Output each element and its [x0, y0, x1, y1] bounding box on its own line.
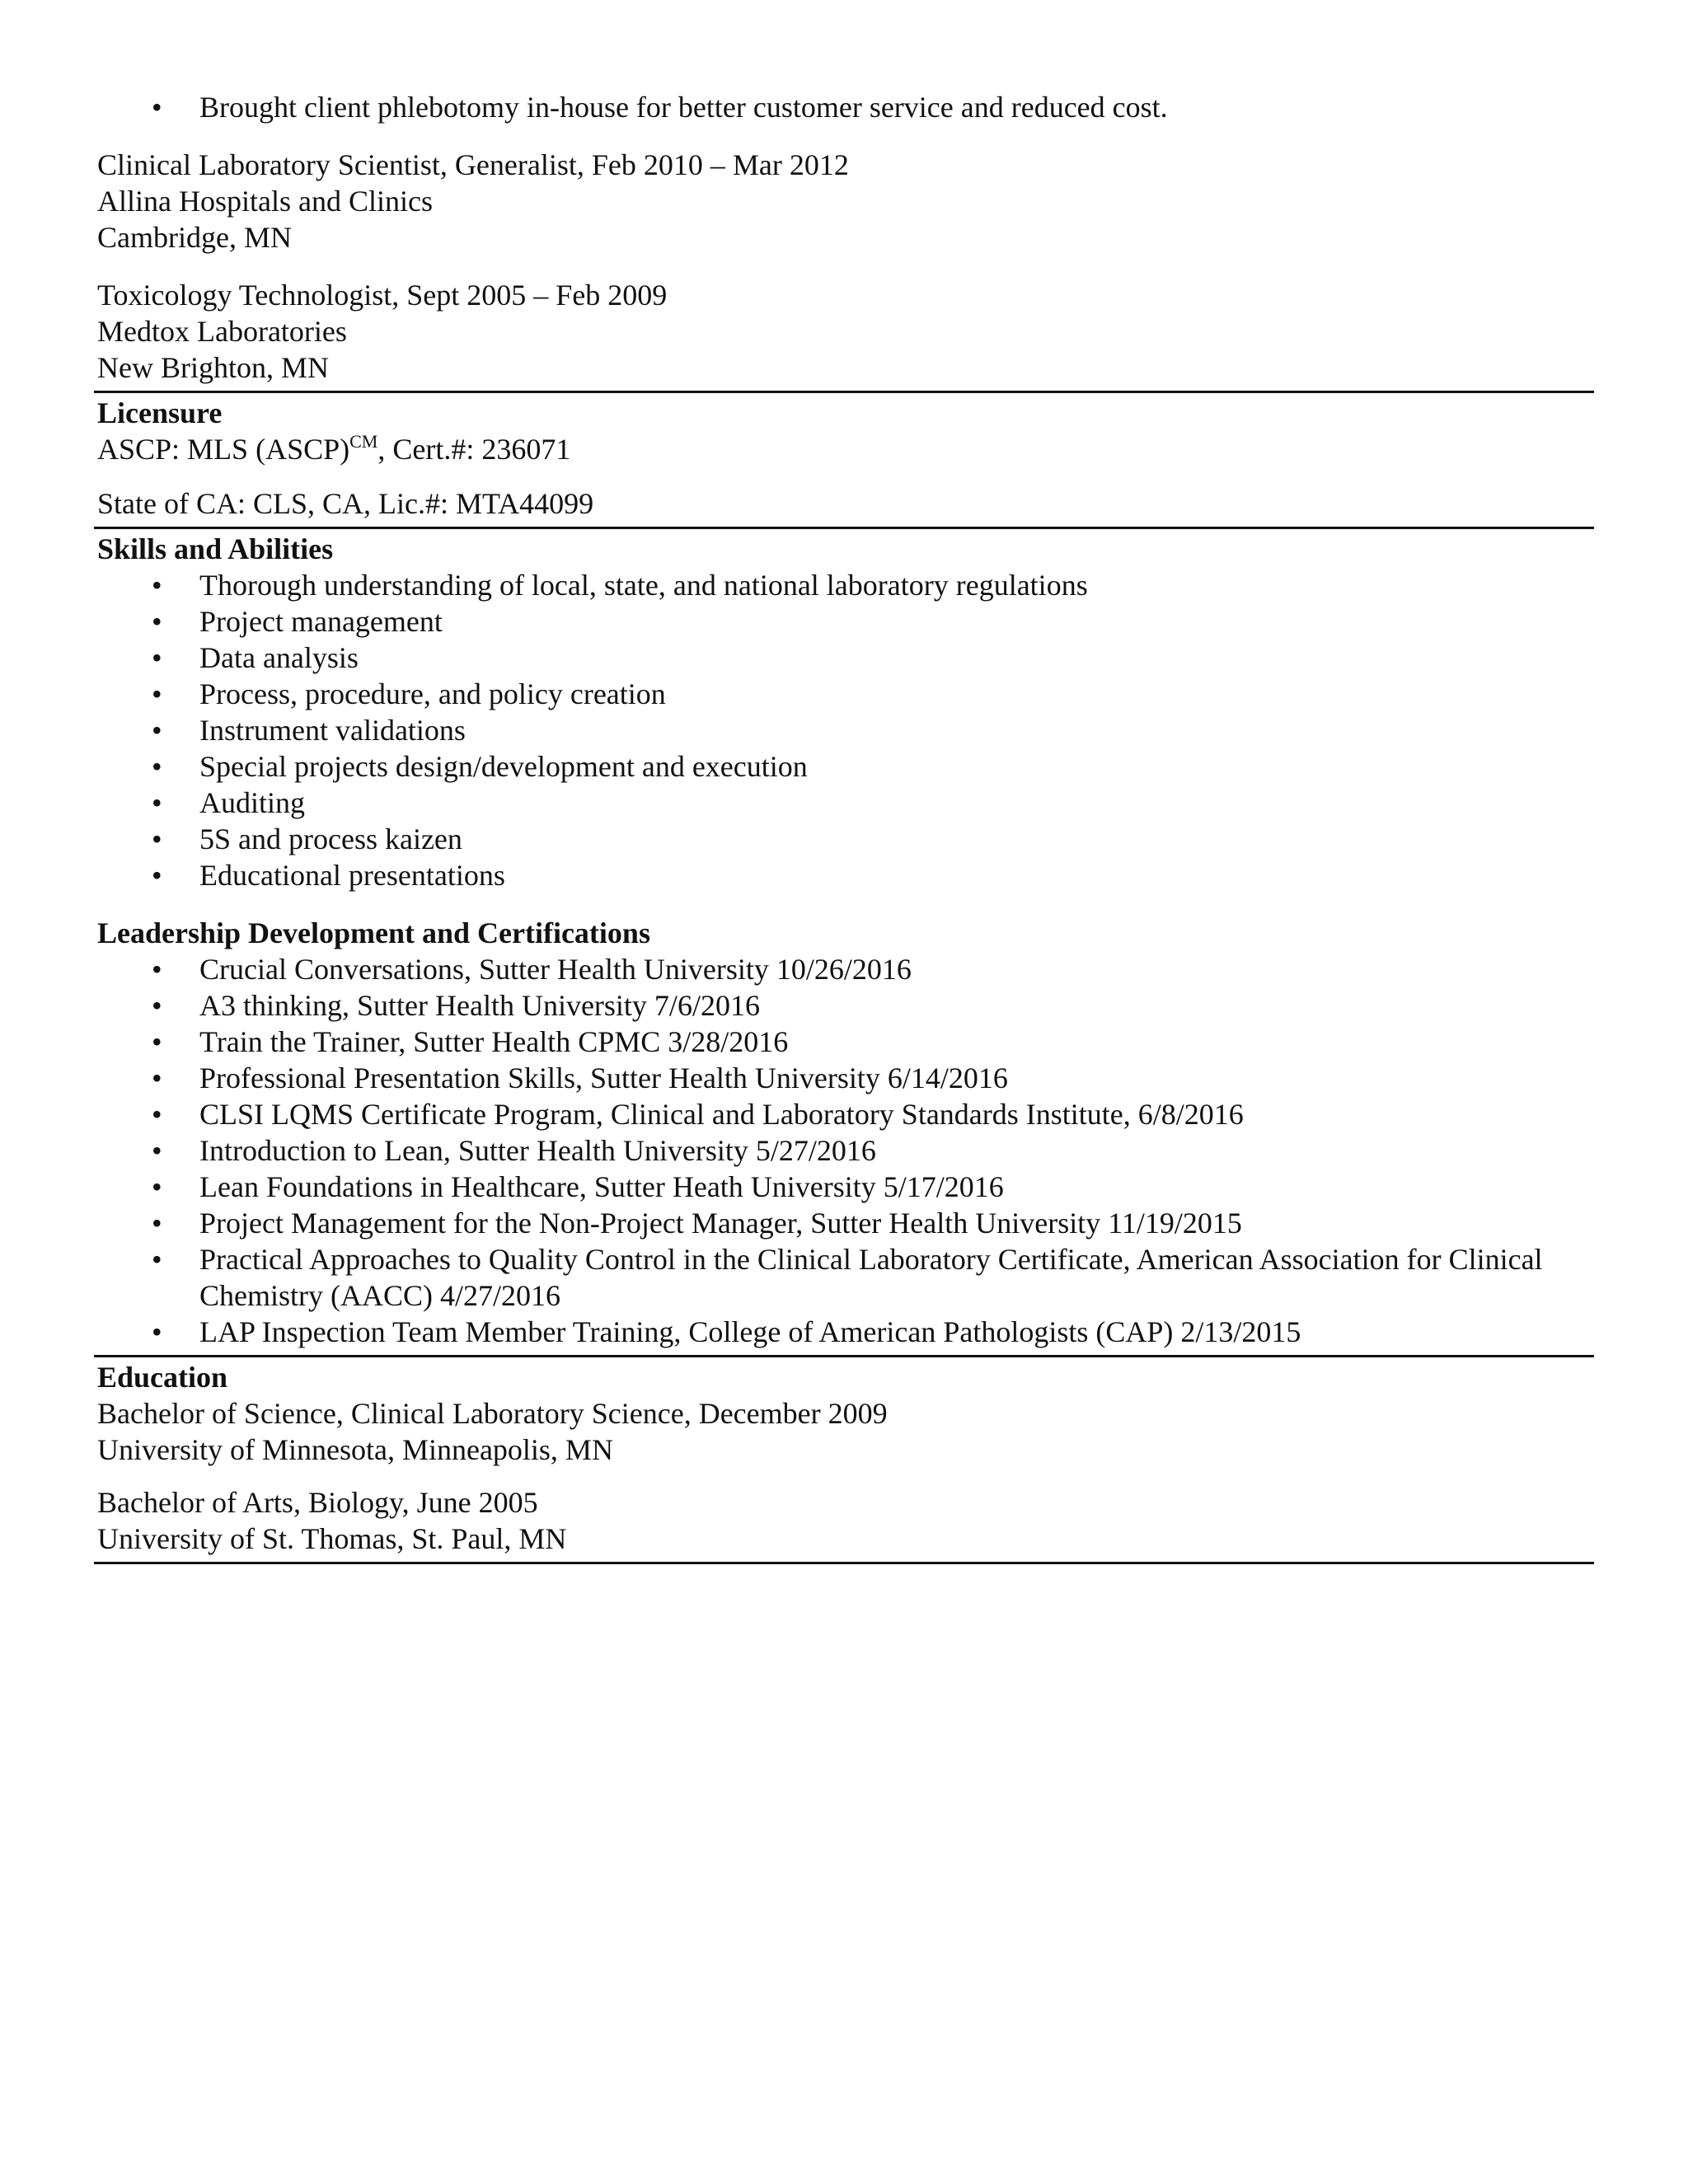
bullet-icon: • — [152, 750, 162, 783]
skills-section — [97, 531, 1591, 893]
list-item — [97, 567, 1591, 603]
degree: Bachelor of Arts, Biology, June 2005 — [97, 1486, 538, 1519]
job-organization: Allina Hospitals and Clinics — [97, 185, 433, 218]
list-item — [97, 1314, 1591, 1350]
list-item — [97, 785, 1591, 821]
bullet-icon: • — [152, 786, 162, 819]
list-item-text: Educational presentations — [199, 859, 505, 892]
bullet-icon: • — [152, 91, 162, 124]
section-heading: Education — [97, 1361, 228, 1394]
bullet-icon: • — [152, 1207, 162, 1240]
section-divider — [94, 527, 1594, 529]
experience-entry — [97, 147, 1591, 255]
section-heading: Skills and Abilities — [97, 532, 334, 565]
list-item — [97, 748, 1591, 785]
list-item-text: Introduction to Lean, Sutter Health University 5/27/2016 — [199, 1134, 876, 1167]
job-title: Clinical Laboratory Scientist, Generalist, Feb 2010 – Mar 2012 — [97, 148, 849, 181]
list-item-text: Professional Presentation Skills, Sutter Health University 6/14/2016 — [199, 1062, 1008, 1094]
certifications-list — [97, 951, 1591, 1350]
list-item-text: Practical Approaches to Quality Control in the Clinical Laboratory Certificate, American Association for Clinical Chemistry (AACC) 4/27/2016 — [199, 1243, 1543, 1312]
list-item — [97, 821, 1591, 857]
job-organization: Medtox Laboratories — [97, 315, 347, 348]
bullet-text: Brought client phlebotomy in-house for better customer service and reduced cost. — [199, 91, 1168, 124]
skills-list — [97, 567, 1591, 893]
state-license: State of CA: CLS, CA, Lic.#: MTA44099 — [97, 487, 594, 520]
top-bullet-list — [97, 89, 1591, 125]
list-item-text: Process, procedure, and policy creation — [199, 677, 666, 710]
bullet-icon: • — [152, 605, 162, 638]
job-location: Cambridge, MN — [97, 221, 292, 254]
bullet-icon: • — [152, 953, 162, 986]
section-divider — [94, 391, 1594, 393]
experience-entry — [97, 277, 1591, 386]
bullet-icon: • — [152, 1170, 162, 1203]
degree: Bachelor of Science, Clinical Laboratory Science, December 2009 — [97, 1397, 888, 1430]
ascp-prefix: ASCP: MLS (ASCP) — [97, 433, 350, 466]
list-item — [97, 1096, 1591, 1132]
section-divider — [94, 1562, 1594, 1564]
bullet-icon: • — [152, 1062, 162, 1094]
leadership-section — [97, 915, 1591, 1350]
ascp-suffix: , Cert.#: 236071 — [377, 433, 571, 466]
bullet-icon: • — [152, 569, 162, 602]
list-item-text: Instrument validations — [199, 714, 466, 747]
list-item — [97, 987, 1591, 1024]
ascp-superscript: CM — [349, 431, 378, 452]
list-item-text: Crucial Conversations, Sutter Health University 10/26/2016 — [199, 953, 912, 986]
list-item-text: Project management — [199, 605, 443, 638]
list-item — [97, 1205, 1591, 1241]
list-item — [97, 712, 1591, 748]
list-item — [97, 857, 1591, 893]
list-item — [97, 1132, 1591, 1169]
resume-page — [97, 89, 1591, 1566]
bullet-icon: • — [152, 1243, 162, 1276]
bullet-icon: • — [152, 1315, 162, 1348]
list-item — [97, 676, 1591, 712]
list-item — [97, 951, 1591, 987]
bullet-icon: • — [152, 823, 162, 855]
job-location: New Brighton, MN — [97, 351, 329, 384]
list-item-text: A3 thinking, Sutter Health University 7/6/2016 — [199, 989, 760, 1022]
education-entry — [97, 1395, 1591, 1468]
licensure-section — [97, 395, 1591, 522]
list-item-text: CLSI LQMS Certificate Program, Clinical and Laboratory Standards Institute, 6/8/2016 — [199, 1098, 1244, 1131]
list-item — [97, 89, 1591, 125]
school: University of St. Thomas, St. Paul, MN — [97, 1522, 567, 1555]
job-title: Toxicology Technologist, Sept 2005 – Feb 2009 — [97, 279, 668, 312]
list-item — [97, 1060, 1591, 1096]
bullet-icon: • — [152, 1025, 162, 1058]
list-item-text: 5S and process kaizen — [199, 823, 462, 855]
bullet-icon: • — [152, 859, 162, 892]
education-entry — [97, 1484, 1591, 1557]
section-divider — [94, 1355, 1594, 1357]
education-section — [97, 1359, 1591, 1557]
list-item — [97, 640, 1591, 676]
list-item-text: Lean Foundations in Healthcare, Sutter Heath University 5/17/2016 — [199, 1170, 1004, 1203]
bullet-icon: • — [152, 989, 162, 1022]
list-item-text: Thorough understanding of local, state, and national laboratory regulations — [199, 569, 1088, 602]
ascp-certification — [97, 431, 1591, 467]
list-item-text: Project Management for the Non-Project Manager, Sutter Health University 11/19/2015 — [199, 1207, 1242, 1240]
bullet-icon: • — [152, 641, 162, 674]
section-heading: Leadership Development and Certifications — [97, 916, 650, 949]
list-item — [97, 1024, 1591, 1060]
section-heading: Licensure — [97, 396, 223, 429]
list-item-text: Special projects design/development and execution — [199, 750, 808, 783]
bullet-icon: • — [152, 677, 162, 710]
school: University of Minnesota, Minneapolis, MN — [97, 1433, 613, 1466]
list-item-text: Auditing — [199, 786, 306, 819]
list-item-text: Data analysis — [199, 641, 359, 674]
list-item — [97, 1241, 1591, 1314]
list-item-text: Train the Trainer, Sutter Health CPMC 3/28/2016 — [199, 1025, 789, 1058]
list-item-text: LAP Inspection Team Member Training, College of American Pathologists (CAP) 2/13/2015 — [199, 1315, 1301, 1348]
bullet-icon: • — [152, 1098, 162, 1131]
list-item — [97, 603, 1591, 640]
bullet-icon: • — [152, 1134, 162, 1167]
bullet-icon: • — [152, 714, 162, 747]
list-item — [97, 1169, 1591, 1205]
